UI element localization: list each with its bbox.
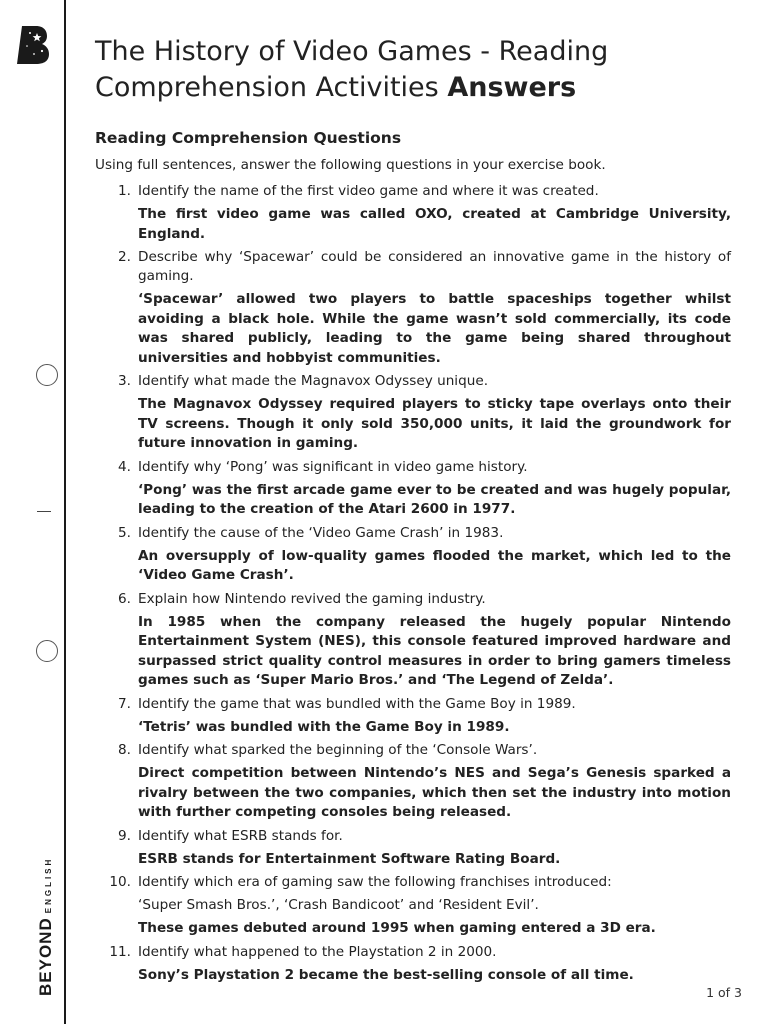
page-title-bold: Answers (447, 72, 577, 103)
question-text-continued: ‘Super Smash Bros.’, ‘Crash Bandicoot’ and ‘Resident Evil’. (138, 897, 539, 913)
answer-text: The first video game was called OXO, created at Cambridge University, England. (138, 206, 731, 242)
question-number: 9. (118, 827, 131, 844)
question-number: 10. (109, 874, 131, 890)
question-item (95, 182, 731, 244)
punch-hole-top (36, 364, 58, 386)
question-text: Identify the game that was bundled with the Game Boy in 1989. (138, 695, 576, 712)
answer-text: These games debuted around 1995 when gaming entered a 3D era. (138, 920, 656, 936)
page-number: 1 of 3 (706, 985, 742, 1000)
page-title-main: The History of Video Games - Reading Comprehension Activities (95, 36, 609, 103)
brand-main-text: BEYOND (36, 917, 55, 996)
fold-mark (37, 511, 51, 512)
question-item (95, 590, 731, 691)
question-number: 11. (109, 943, 131, 960)
question-number: 1. (118, 183, 131, 199)
question-item (95, 695, 731, 738)
question-number: 2. (118, 249, 131, 265)
question-list (95, 182, 731, 985)
question-text: Describe why ‘Spacewar’ could be considered an innovative game in the history of gaming. (138, 249, 731, 284)
question-text: Identify what sparked the beginning of the ‘Console Wars’. (138, 742, 538, 758)
answer-text: An oversupply of low-quality games flooded the market, which led to the ‘Video Game Crash’. (138, 547, 731, 583)
answer-text: The Magnavox Odyssey required players to sticky tape overlays onto their TV screens. Though it only sold 350,000 units, it laid the groundwork for future innovation in gaming. (138, 396, 731, 451)
question-number: 5. (118, 524, 131, 541)
question-item (95, 458, 731, 520)
question-text: Identify the cause of the ‘Video Game Crash’ in 1983. (138, 524, 504, 541)
brand-wordmark (36, 857, 56, 996)
answer-text: Sony’s Playstation 2 became the best-selling console of all time. (138, 966, 634, 983)
question-number: 6. (118, 590, 131, 607)
answer-text: Direct competition between Nintendo’s NES and Sega’s Genesis sparked a rivalry between the two companies, which then set the industry into motion with further competing consoles being released. (138, 765, 731, 820)
question-text: Identify why ‘Pong’ was significant in video game history. (138, 458, 528, 475)
question-item (95, 524, 731, 586)
worksheet-content (95, 34, 731, 989)
question-item (95, 741, 731, 823)
question-number: 8. (118, 742, 131, 758)
section-heading: Reading Comprehension Questions (95, 129, 402, 147)
question-text: Explain how Nintendo revived the gaming industry. (138, 590, 486, 607)
intro-text: Using full sentences, answer the following questions in your exercise book. (95, 157, 606, 173)
answer-text: ‘Spacewar’ allowed two players to battle spaceships together whilst avoiding a black hole. While the game wasn’t sold commercially, its code was shared publicly, leading to the game being shared throughout universities and hobbyist communities. (138, 291, 731, 366)
question-number: 3. (118, 373, 131, 389)
question-number: 7. (118, 695, 131, 712)
question-number: 4. (118, 458, 131, 475)
question-text: Identify the name of the first video game and where it was created. (138, 183, 599, 199)
question-item (95, 943, 731, 986)
answer-text: ‘Tetris’ was bundled with the Game Boy in 1989. (138, 718, 510, 735)
answer-text: ESRB stands for Entertainment Software Rating Board. (138, 850, 561, 867)
beyond-b-logo-icon (16, 24, 50, 66)
margin-rule (64, 0, 66, 1024)
answer-text: In 1985 when the company released the hugely popular Nintendo Entertainment System (NES), this console featured improved hardware and surpassed strict quality control measures in order to bring gamers timeless games such as ‘Super Mario Bros.’ and ‘The Legend of Zelda’. (138, 613, 731, 688)
question-item (95, 827, 731, 870)
question-item (95, 372, 731, 454)
question-item (95, 873, 731, 939)
page-title (95, 34, 731, 106)
brand-sub-text: ENGLISH (44, 856, 53, 914)
question-text: Identify which era of gaming saw the following franchises introduced: (138, 874, 612, 890)
question-text: Identify what happened to the Playstation 2 in 2000. (138, 943, 497, 960)
question-text: Identify what made the Magnavox Odyssey unique. (138, 373, 489, 389)
punch-hole-bottom (36, 640, 58, 662)
question-text: Identify what ESRB stands for. (138, 827, 343, 844)
answer-text: ‘Pong’ was the first arcade game ever to be created and was hugely popular, leading to the creation of the Atari 2600 in 1977. (138, 481, 731, 517)
question-item (95, 248, 731, 368)
